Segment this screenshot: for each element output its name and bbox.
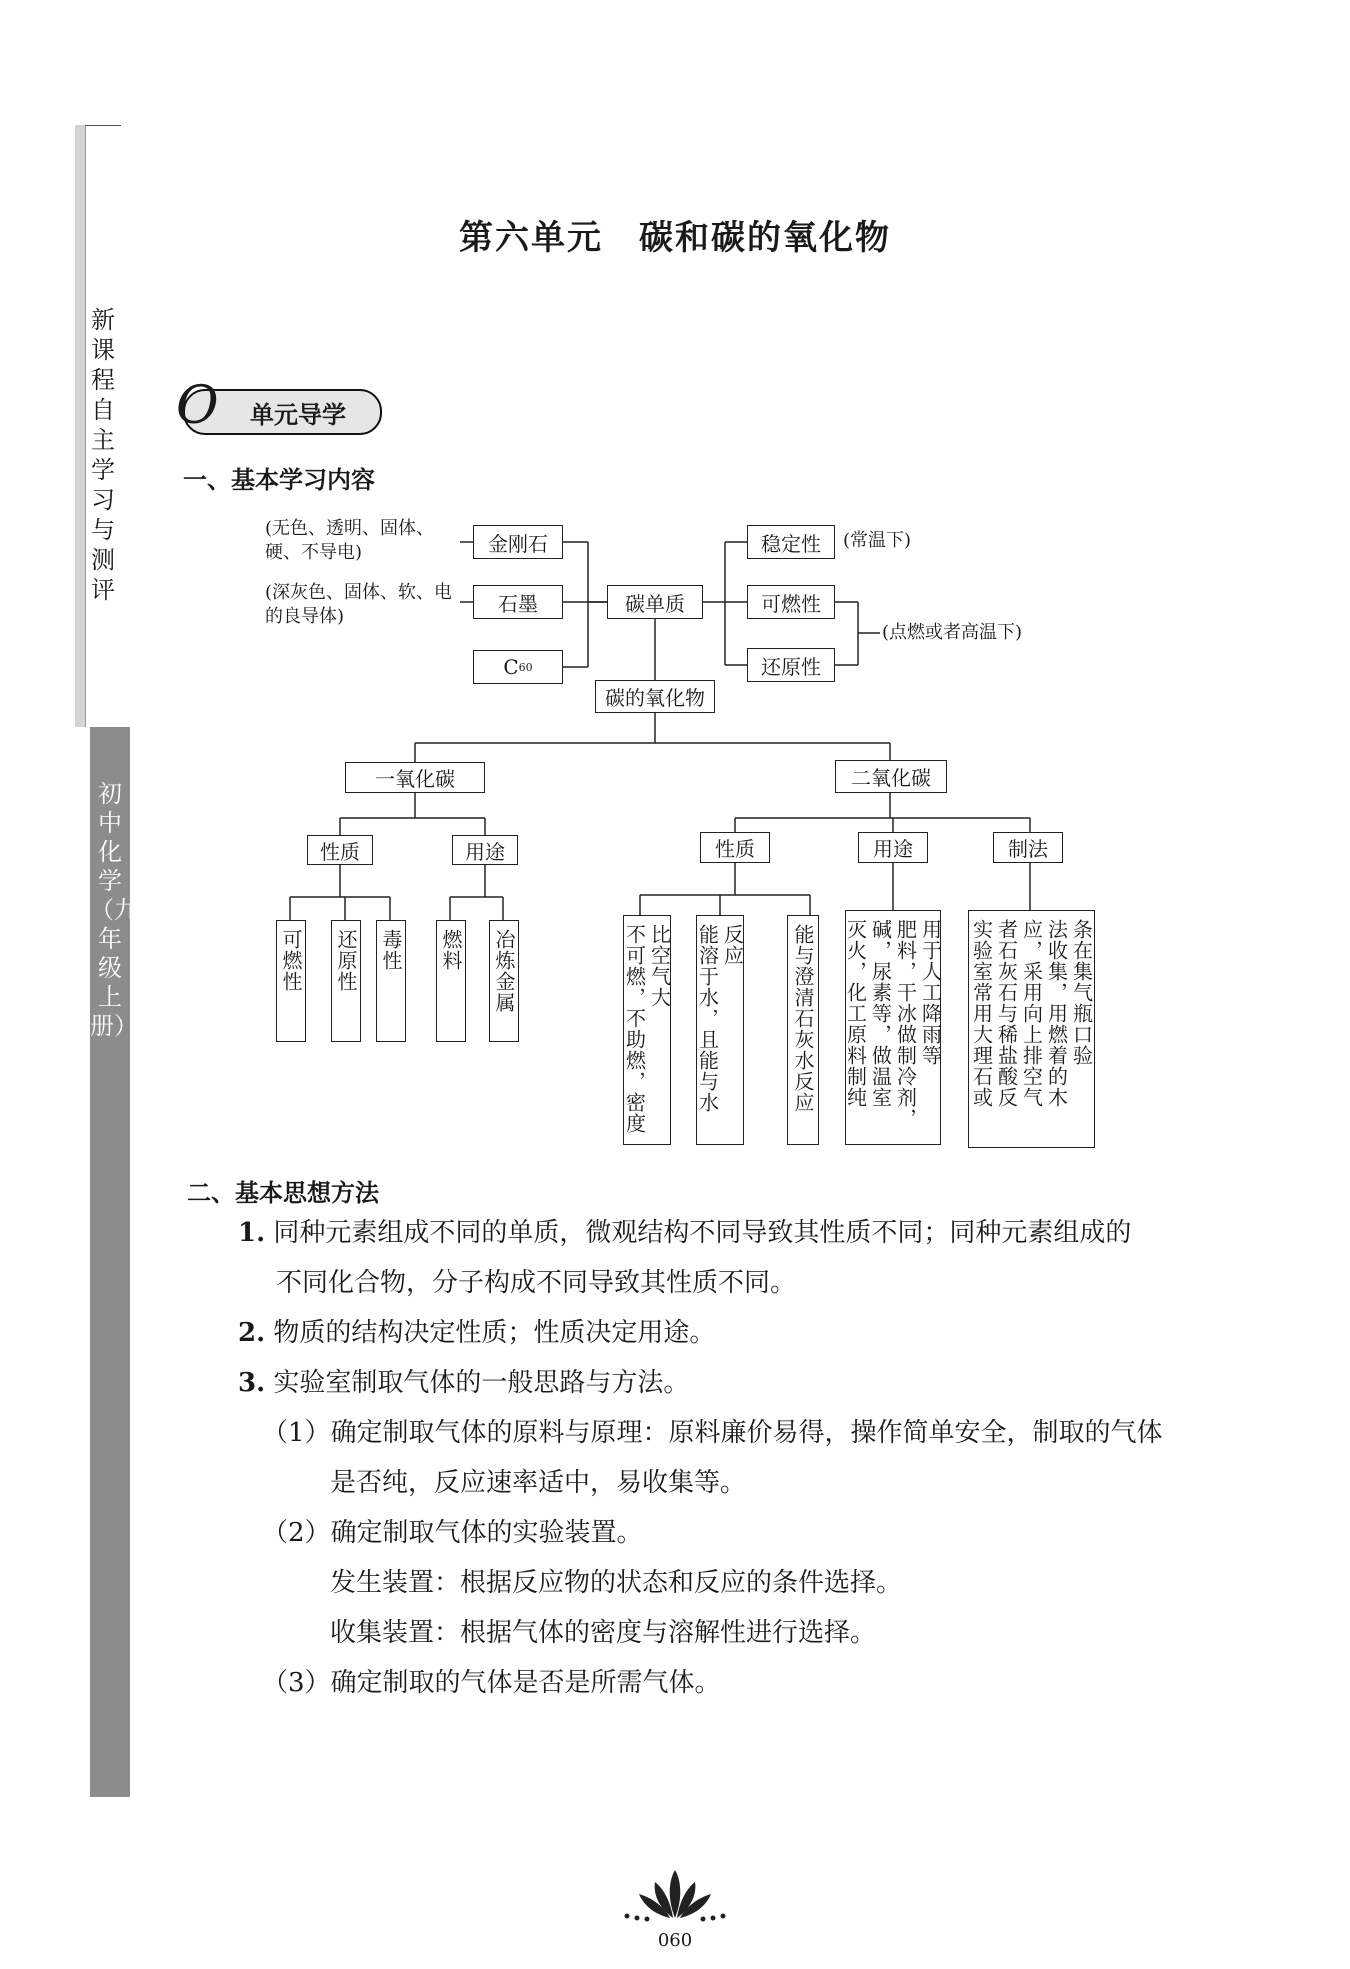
co2-properties-box: 性质 (700, 832, 770, 863)
sidebar-divider (85, 125, 121, 126)
co2-uses-box: 用途 (858, 832, 928, 863)
co-box: 一氧化碳 (345, 762, 485, 793)
section-heading-thinking-methods: 二、基本思想方法 (187, 1179, 379, 1207)
co2-uses-detail: 用于人工降雨等 肥料，干冰做制冷剂， 碱，尿素等，做温室 灭火，化工原料制纯 (845, 910, 941, 1145)
reaction-condition-note: (点燃或者高温下) (882, 622, 1023, 643)
c60-box (473, 650, 563, 684)
graphite-box: 石墨 (473, 585, 563, 619)
co-use-metallurgy: 冶炼金属 (489, 920, 519, 1042)
co-property-toxic: 毒性 (376, 920, 406, 1042)
method-line-1-cont: 不同化合物，分子构成不同导致其性质不同。 (276, 1268, 797, 1298)
co2-property-density: 比空气大 不可燃，不助燃，密度 (623, 915, 671, 1145)
method-line-3: 3. 实验室制取气体的一般思路与方法。 (238, 1368, 690, 1398)
page-number: 060 (657, 1930, 693, 1951)
diamond-note: (无色、透明、固体、硬、不导电) (265, 518, 435, 563)
stability-note: (常温下) (843, 530, 912, 551)
diamond-box: 金刚石 (473, 525, 563, 559)
co-property-reducing: 还原性 (331, 920, 361, 1042)
co2-preparation-detail: 条在集气瓶口验 法收集，用燃着的木 应，采用向上排空气 者石灰石与稀盐酸反 实验室常用大理石或 (968, 910, 1095, 1148)
leaf-ornament-icon (615, 1868, 735, 1923)
flammability-box: 可燃性 (747, 585, 835, 619)
method-sub-2-collection: 收集装置：根据气体的密度与溶解性进行选择。 (330, 1618, 877, 1648)
carbon-element-box: 碳单质 (607, 585, 703, 619)
page-title: 第六单元 碳和碳的氧化物 (459, 218, 891, 258)
co2-property-limewater: 能与澄清石灰水反应 (787, 915, 819, 1145)
section-heading-basic-content: 一、基本学习内容 (183, 466, 375, 494)
badge-label: 单元导学 (250, 401, 346, 429)
method-line-1: 1. 同种元素组成不同的单质，微观结构不同导致其性质不同；同种元素组成的 (238, 1218, 1132, 1248)
sidebar-series-title: 新课程自主学习与测评 (91, 306, 115, 604)
sidebar-subject: 初中化学（九年级上册） (90, 780, 138, 1040)
stability-box: 稳定性 (747, 525, 835, 559)
reducibility-box: 还原性 (747, 648, 835, 682)
graphite-note: (深灰色、固体、软、电的良导体) (265, 582, 453, 627)
co-properties-box: 性质 (307, 835, 373, 865)
concept-map (260, 505, 1120, 1185)
co-uses-box: 用途 (452, 835, 518, 865)
method-line-2: 2. 物质的结构决定性质；性质决定用途。 (238, 1318, 716, 1348)
co-property-flammable: 可燃性 (276, 920, 306, 1042)
method-sub-2-generation: 发生装置：根据反应物的状态和反应的条件选择。 (330, 1568, 903, 1598)
c60-symbol: C (503, 655, 519, 679)
co2-property-solubility: 反应 能溶于水，且能与水 (696, 915, 744, 1145)
co2-box: 二氧化碳 (835, 760, 947, 793)
carbon-oxides-box: 碳的氧化物 (595, 680, 715, 713)
method-sub-2: （2）确定制取气体的实验装置。 (262, 1518, 643, 1548)
co-use-fuel: 燃料 (436, 920, 466, 1042)
c60-subscript: 60 (518, 660, 533, 674)
co2-preparation-box: 制法 (993, 832, 1063, 863)
method-sub-1: （1）确定制取气体的原料与原理：原料廉价易得，操作简单安全，制取的气体 (262, 1418, 1163, 1448)
badge-letter: O (176, 376, 219, 436)
method-sub-1-cont: 是否纯，反应速率适中，易收集等。 (330, 1468, 747, 1498)
method-sub-3: （3）确定制取的气体是否是所需气体。 (262, 1668, 721, 1698)
